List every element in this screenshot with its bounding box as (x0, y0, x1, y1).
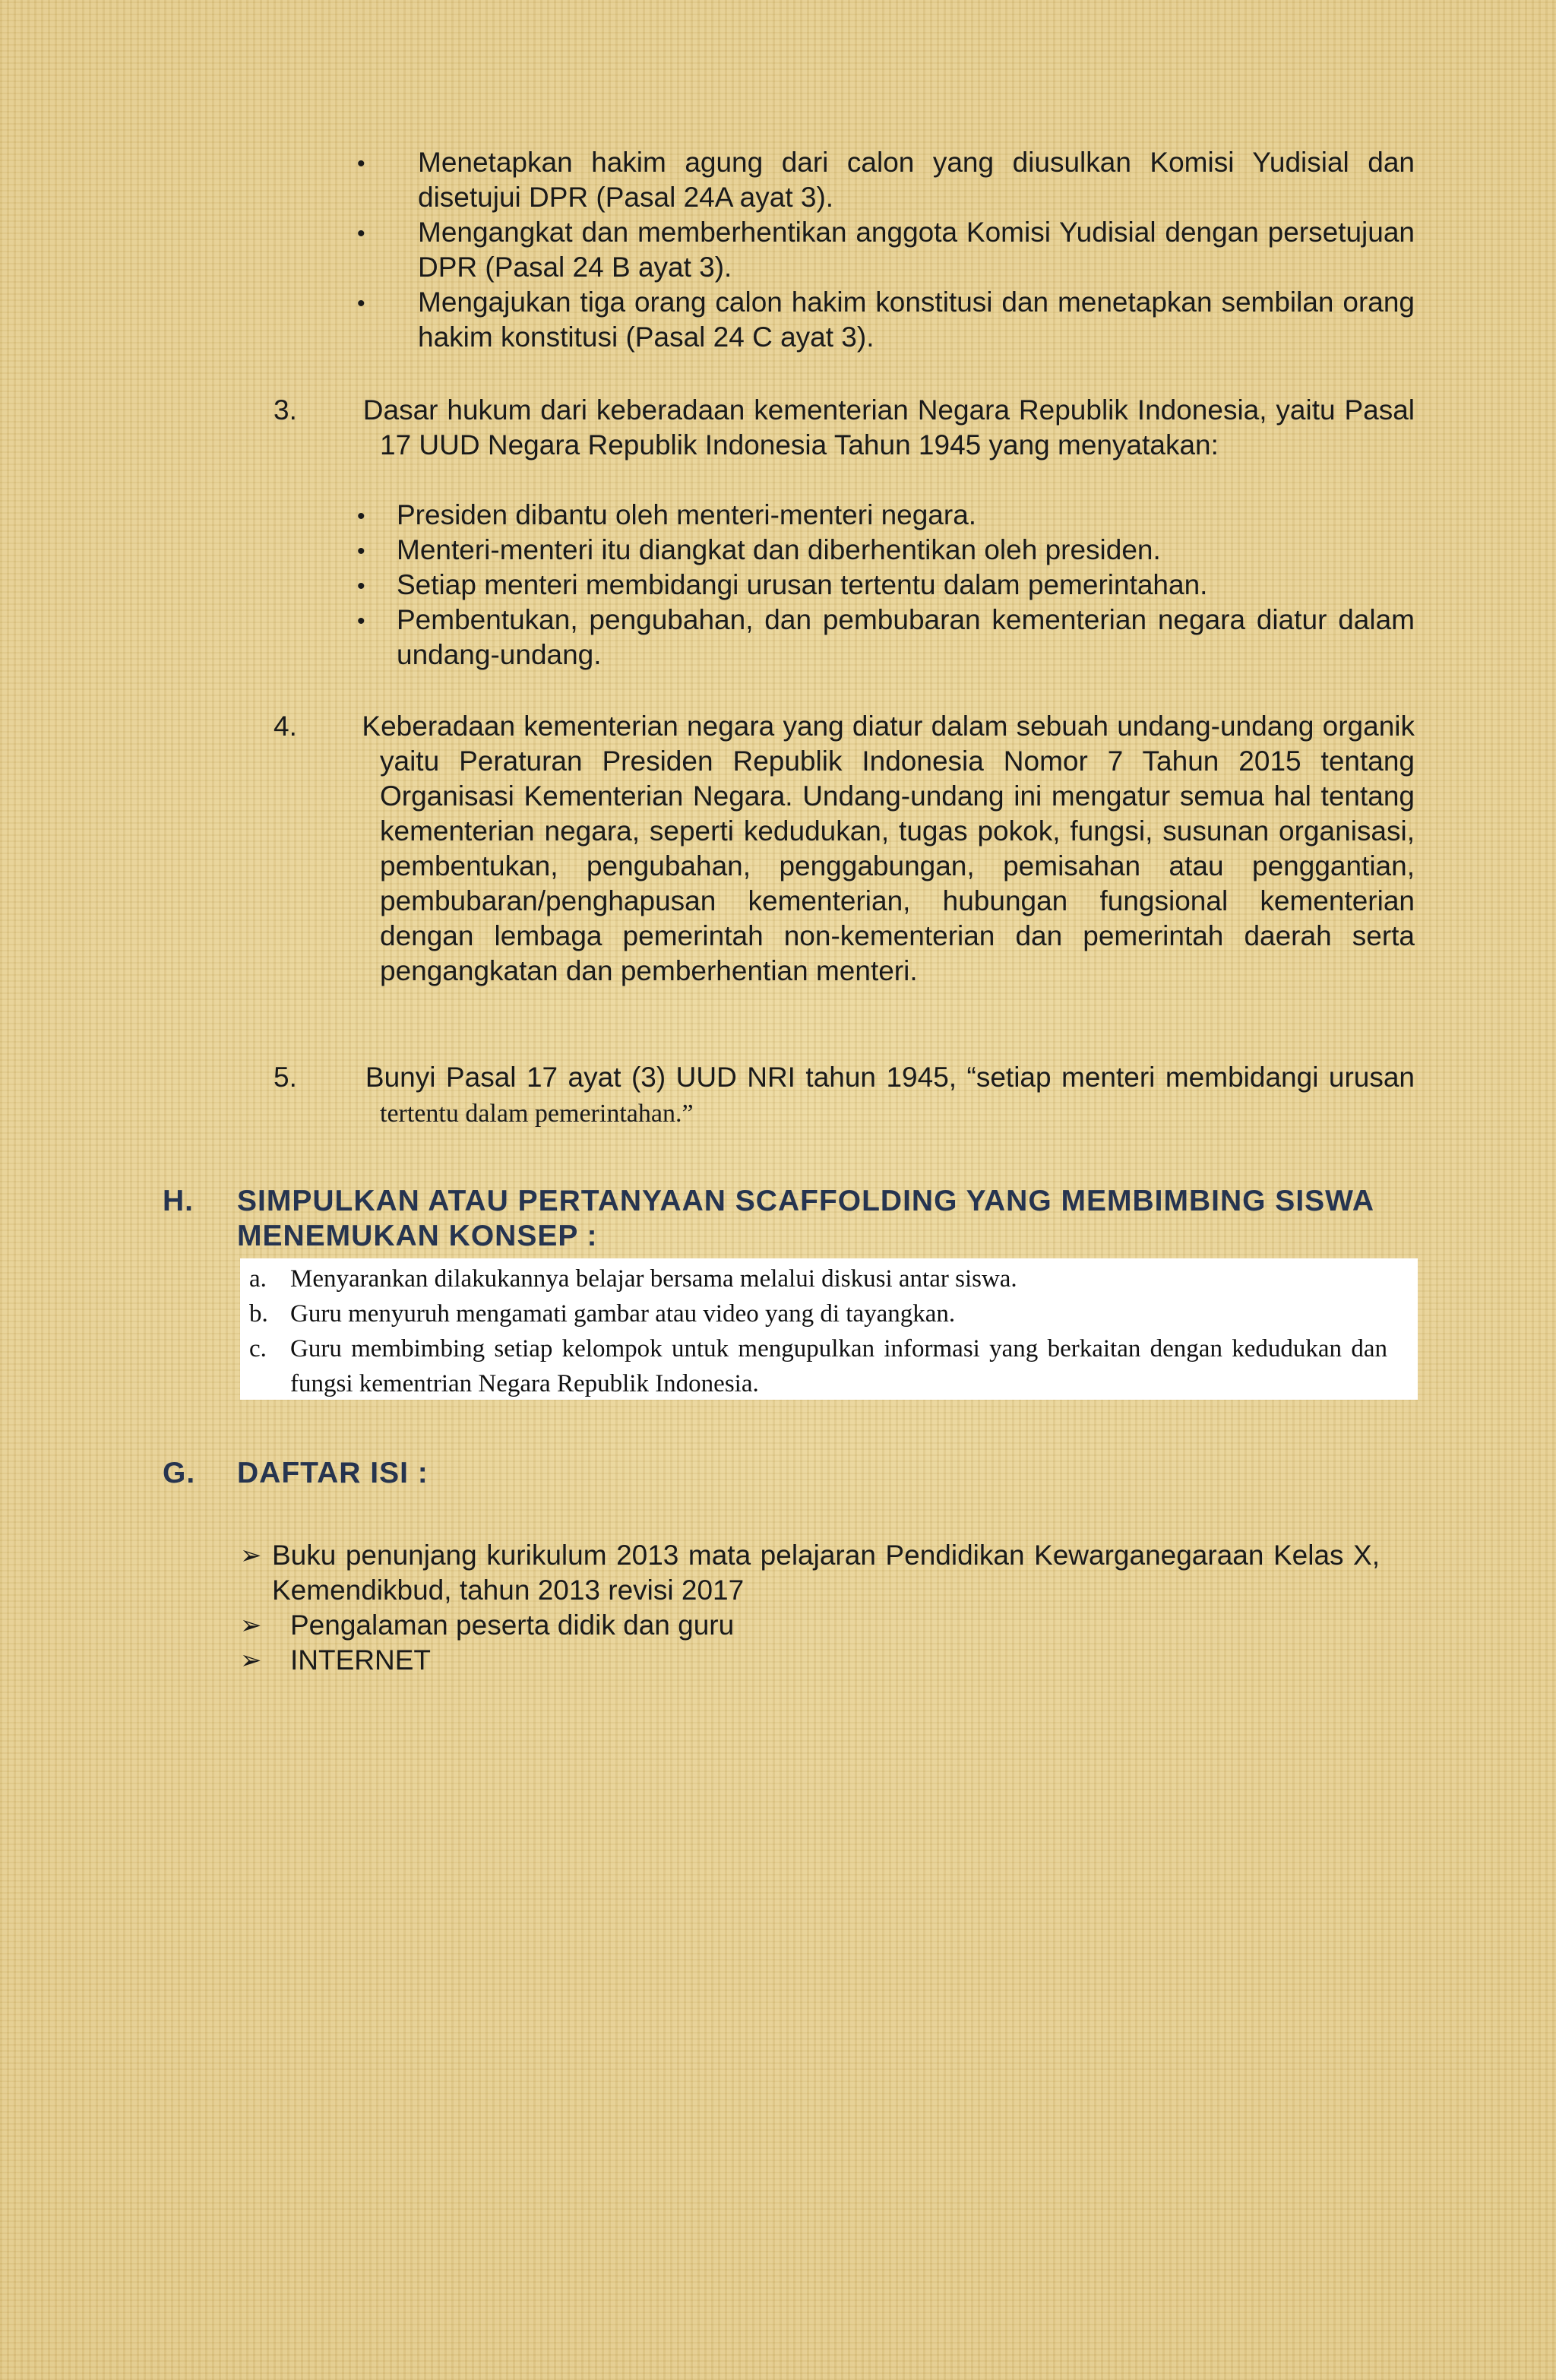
bullet-dot-icon: • (357, 574, 365, 599)
point-number: 3. (274, 394, 297, 426)
section-letter: H. (163, 1185, 194, 1217)
article-17-list (357, 498, 1415, 673)
arrow-bullet-icon: ➢ (240, 1646, 262, 1675)
list-item (357, 568, 1415, 603)
list-item-text: Mengajukan tiga orang calon hakim konstitusi dan menetapkan sembilan orang hakim konstitusi (Pasal 24 C ayat 3). (418, 286, 1415, 353)
list-item-text: Mengangkat dan memberhentikan anggota Komisi Yudisial dengan persetujuan DPR (Pasal 24 B ayat 3). (418, 217, 1415, 283)
point-number: 4. (274, 711, 297, 742)
bullet-dot-icon: • (357, 609, 365, 634)
item-letter: c. (249, 1335, 267, 1362)
section-title: DAFTAR ISI : (237, 1457, 429, 1489)
list-item-text: Pengalaman peserta didik dan guru (290, 1609, 735, 1641)
bullet-dot-icon: • (357, 291, 365, 316)
scaffolding-box (240, 1258, 1418, 1400)
list-item (245, 1331, 1387, 1401)
list-item (357, 603, 1415, 673)
list-item (357, 145, 1415, 215)
list-item (240, 1643, 1380, 1678)
list-item-text: Setiap menteri membidangi urusan tertentu dalam pemerintahan. (397, 569, 1208, 600)
list-item (245, 1261, 1387, 1296)
point-text: Bunyi Pasal 17 ayat (3) UUD NRI tahun 1945, “setiap menteri membidangi urusan (365, 1062, 1415, 1093)
item-text: Menyarankan dilakukannya belajar bersama melalui diskusi antar siswa. (290, 1265, 1017, 1293)
list-item-text: Menetapkan hakim agung dari calon yang diusulkan Komisi Yudisial dan disetujui DPR (Pasal 24A ayat 3). (418, 147, 1415, 213)
point-text: Keberadaan kementerian negara yang diatur dalam sebuah undang-undang organik yaitu Peraturan Presiden Republik Indonesia Nomor 7 Tahun 2015 tentang Organisasi Kementerian Negara. Undang-undang ini mengatur semua hal tentang kementerian negara, seperti kedudukan, tugas pokok, fungsi, susunan organisasi, pembentukan, pengubahan, penggabungan, pemisahan atau penggantian, pembubaran/penghapusan kementerian, hubungan fungsional kementerian dengan lembaga pemerintah non-kementerian dan pemerintah daerah serta pengangkatan dan pemberhentian menteri. (362, 711, 1415, 986)
point-number: 5. (274, 1062, 297, 1093)
list-item-text: Pembentukan, pengubahan, dan pembubaran kementerian negara diatur dalam undang-undang. (397, 604, 1415, 670)
list-item-text: INTERNET (290, 1644, 431, 1676)
arrow-bullet-icon: ➢ (240, 1541, 262, 1570)
arrow-bullet-icon: ➢ (240, 1611, 262, 1640)
point-text: Dasar hukum dari keberadaan kementerian Negara Republik Indonesia, yaitu Pasal 17 UUD Negara Republik Indonesia Tahun 1945 yang menyatakan: (362, 394, 1415, 460)
list-item (357, 215, 1415, 285)
list-item (357, 498, 1415, 533)
numbered-point-4 (274, 709, 1415, 989)
list-item-text: Presiden dibantu oleh menteri-menteri negara. (397, 499, 977, 530)
list-item (240, 1608, 1380, 1643)
item-letter: b. (249, 1300, 268, 1328)
item-letter: a. (249, 1265, 267, 1293)
bullet-dot-icon: • (357, 151, 365, 176)
list-item-text: Menteri-menteri itu diangkat dan diberhentikan oleh presiden. (397, 534, 1161, 565)
item-text: Guru membimbing setiap kelompok untuk mengupulkan informasi yang berkaitan dengan kedudukan dan fungsi kementrian Negara Republik Indonesia. (290, 1335, 1387, 1397)
bullet-dot-icon: • (357, 221, 365, 246)
list-item-text: Buku penunjang kurikulum 2013 mata pelajaran Pendidikan Kewarganegaraan Kelas X, Kemendikbud, tahun 2013 revisi 2017 (272, 1540, 1380, 1606)
list-item (245, 1296, 1387, 1331)
numbered-point-5 (274, 1060, 1415, 1131)
point-text-serif: tertentu dalam pemerintahan.” (380, 1100, 694, 1128)
section-letter: G. (163, 1457, 196, 1489)
numbered-point-3 (274, 393, 1415, 463)
competence-list (357, 145, 1415, 355)
list-item (240, 1538, 1380, 1608)
bullet-dot-icon: • (357, 539, 365, 564)
reference-list (240, 1538, 1380, 1678)
bullet-dot-icon: • (357, 504, 365, 529)
list-item (357, 533, 1415, 568)
item-text: Guru menyuruh mengamati gambar atau video yang di tayangkan. (290, 1300, 956, 1328)
list-item (357, 285, 1415, 355)
section-title: SIMPULKAN ATAU PERTANYAAN SCAFFOLDING YANG MEMBIMBING SISWA MENEMUKAN KONSEP : (237, 1185, 1374, 1252)
scaffolding-list (245, 1261, 1387, 1401)
